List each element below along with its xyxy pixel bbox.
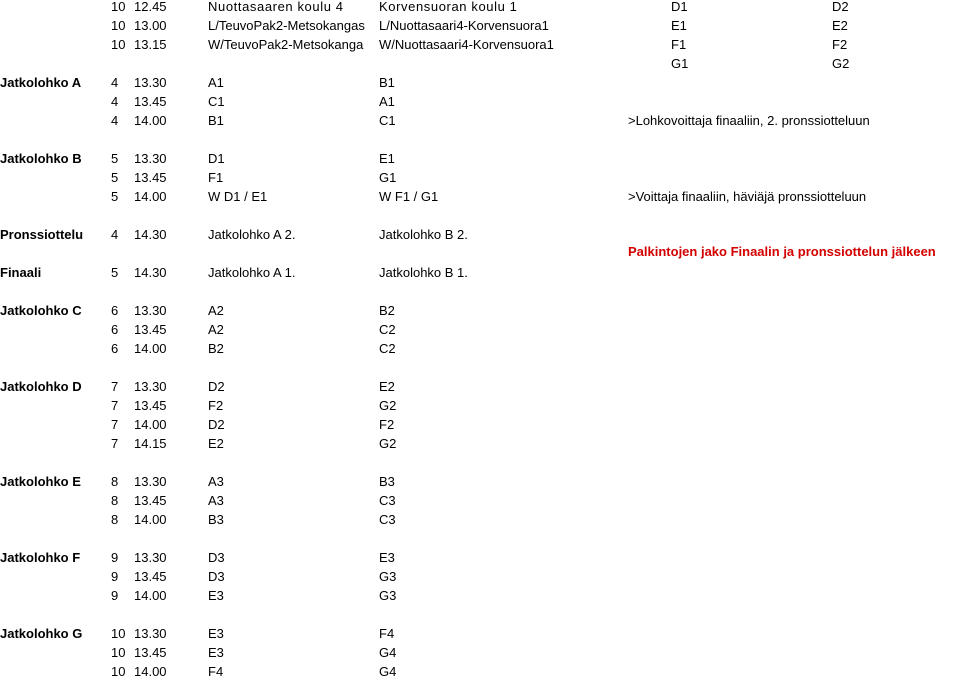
row-label-cell: Jatkolohko E: [0, 474, 81, 489]
row-label-cell: Finaali: [0, 265, 42, 280]
row-label-cell: Jatkolohko F: [0, 550, 81, 565]
prize-ceremony-note: Palkintojen jako Finaalin ja pronssiottelun jälkeen: [628, 244, 936, 259]
row-away-cell: G1: [379, 170, 397, 185]
row-away-cell: C3: [379, 512, 396, 527]
row-home-cell: F1: [208, 170, 224, 185]
row-time-cell: 14.00: [134, 189, 167, 204]
row-away-cell: F2: [379, 417, 395, 432]
row-time-cell: 13.30: [134, 550, 167, 565]
row-round-cell: 7: [111, 398, 119, 413]
row-time-cell: 14.00: [134, 588, 167, 603]
row-time-cell: 13.30: [134, 151, 167, 166]
row-round-cell: 10: [111, 626, 126, 641]
row-home-cell: W D1 / E1: [208, 189, 268, 204]
row-home-cell: Jatkolohko A 1.: [208, 265, 296, 280]
row-home-cell: D3: [208, 550, 225, 565]
row-time-cell: 13.45: [134, 170, 167, 185]
row-label-cell: Jatkolohko B: [0, 151, 82, 166]
row-c2-cell: D2: [832, 0, 849, 14]
row-away-cell: G2: [379, 436, 397, 451]
row-round-cell: 4: [111, 113, 119, 128]
row-label-cell: Jatkolohko D: [0, 379, 82, 394]
row-note-cell: >Lohkovoittaja finaaliin, 2. pronssiotteluun: [628, 113, 870, 128]
row-label-cell: Jatkolohko A: [0, 75, 82, 90]
row-time-cell: 13.45: [134, 493, 167, 508]
row-home-cell: Jatkolohko A 2.: [208, 227, 296, 242]
row-away-cell: E2: [379, 379, 395, 394]
row-round-cell: 10: [111, 664, 126, 679]
row-round-cell: 5: [111, 189, 119, 204]
row-home-cell: B2: [208, 341, 224, 356]
row-round-cell: 5: [111, 151, 119, 166]
row-round-cell: 6: [111, 322, 119, 337]
row-time-cell: 12.45: [134, 0, 167, 14]
row-home-cell: W/TeuvoPak2-Metsokanga: [208, 37, 364, 52]
row-round-cell: 5: [111, 265, 119, 280]
row-home-cell: A2: [208, 322, 224, 337]
row-time-cell: 14.00: [134, 664, 167, 679]
row-home-cell: L/TeuvoPak2-Metsokangas: [208, 18, 365, 33]
row-time-cell: 14.00: [134, 113, 167, 128]
row-away-cell: C2: [379, 341, 396, 356]
row-c2-cell: F2: [832, 37, 848, 52]
row-home-cell: A2: [208, 303, 224, 318]
row-time-cell: 13.45: [134, 645, 167, 660]
row-home-cell: E3: [208, 645, 224, 660]
row-away-cell: Jatkolohko B 2.: [379, 227, 468, 242]
row-label-cell: Jatkolohko C: [0, 303, 82, 318]
row-round-cell: 7: [111, 436, 119, 451]
row-away-cell: C3: [379, 493, 396, 508]
row-time-cell: 14.30: [134, 265, 167, 280]
row-round-cell: 7: [111, 417, 119, 432]
row-time-cell: 13.30: [134, 379, 167, 394]
row-round-cell: 7: [111, 379, 119, 394]
row-home-cell: F4: [208, 664, 224, 679]
row-c1-cell: D1: [671, 0, 688, 14]
row-away-cell: G3: [379, 588, 397, 603]
row-home-cell: C1: [208, 94, 225, 109]
row-away-cell: E1: [379, 151, 395, 166]
row-time-cell: 14.30: [134, 227, 167, 242]
row-away-cell: F4: [379, 626, 395, 641]
row-round-cell: 10: [111, 18, 126, 33]
row-away-cell: L/Nuottasaari4-Korvensuora1: [379, 18, 549, 33]
row-time-cell: 13.45: [134, 398, 167, 413]
row-away-cell: Jatkolohko B 1.: [379, 265, 468, 280]
row-round-cell: 8: [111, 474, 119, 489]
row-home-cell: A1: [208, 75, 224, 90]
row-round-cell: 4: [111, 94, 119, 109]
row-round-cell: 5: [111, 170, 119, 185]
row-time-cell: 14.00: [134, 512, 167, 527]
row-home-cell: D2: [208, 379, 225, 394]
row-away-cell: Korvensuoran koulu 1: [379, 0, 518, 14]
row-away-cell: B3: [379, 474, 395, 489]
row-time-cell: 13.30: [134, 303, 167, 318]
row-home-cell: Nuottasaaren koulu 4: [208, 0, 344, 14]
row-time-cell: 14.00: [134, 341, 167, 356]
row-round-cell: 6: [111, 303, 119, 318]
row-round-cell: 6: [111, 341, 119, 356]
row-away-cell: C1: [379, 113, 396, 128]
row-note-cell: >Voittaja finaaliin, häviäjä pronssiotteluun: [628, 189, 867, 204]
row-away-cell: B2: [379, 303, 395, 318]
row-time-cell: 13.30: [134, 474, 167, 489]
row-round-cell: 10: [111, 645, 126, 660]
row-home-cell: F2: [208, 398, 224, 413]
row-round-cell: 9: [111, 550, 119, 565]
row-home-cell: A3: [208, 474, 224, 489]
row-round-cell: 8: [111, 493, 119, 508]
row-home-cell: E3: [208, 588, 224, 603]
row-time-cell: 13.00: [134, 18, 167, 33]
row-label-cell: Jatkolohko G: [0, 626, 83, 641]
row-c2-cell: G2: [832, 56, 850, 71]
row-home-cell: B3: [208, 512, 224, 527]
row-home-cell: E2: [208, 436, 224, 451]
row-away-cell: G4: [379, 664, 397, 679]
row-c2-cell: E2: [832, 18, 848, 33]
row-away-cell: C2: [379, 322, 396, 337]
row-home-cell: D1: [208, 151, 225, 166]
row-time-cell: 13.30: [134, 626, 167, 641]
row-round-cell: 10: [111, 0, 126, 14]
row-home-cell: D2: [208, 417, 225, 432]
row-c1-cell: E1: [671, 18, 687, 33]
row-away-cell: A1: [379, 94, 395, 109]
row-round-cell: 4: [111, 227, 119, 242]
row-round-cell: 9: [111, 569, 119, 584]
row-away-cell: W F1 / G1: [379, 189, 439, 204]
row-time-cell: 13.45: [134, 322, 167, 337]
row-round-cell: 9: [111, 588, 119, 603]
row-time-cell: 14.00: [134, 417, 167, 432]
row-label-cell: Pronssiottelu: [0, 227, 84, 242]
row-away-cell: G3: [379, 569, 397, 584]
row-away-cell: B1: [379, 75, 395, 90]
row-away-cell: G4: [379, 645, 397, 660]
row-home-cell: D3: [208, 569, 225, 584]
row-time-cell: 13.45: [134, 94, 167, 109]
row-time-cell: 14.15: [134, 436, 167, 451]
row-away-cell: W/Nuottasaari4-Korvensuora1: [379, 37, 554, 52]
row-away-cell: E3: [379, 550, 395, 565]
row-home-cell: E3: [208, 626, 224, 641]
row-round-cell: 4: [111, 75, 119, 90]
row-time-cell: 13.45: [134, 569, 167, 584]
row-c1-cell: G1: [671, 56, 689, 71]
row-time-cell: 13.15: [134, 37, 167, 52]
row-time-cell: 13.30: [134, 75, 167, 90]
row-home-cell: B1: [208, 113, 224, 128]
row-round-cell: 8: [111, 512, 119, 527]
row-away-cell: G2: [379, 398, 397, 413]
row-home-cell: A3: [208, 493, 224, 508]
row-round-cell: 10: [111, 37, 126, 52]
row-c1-cell: F1: [671, 37, 687, 52]
